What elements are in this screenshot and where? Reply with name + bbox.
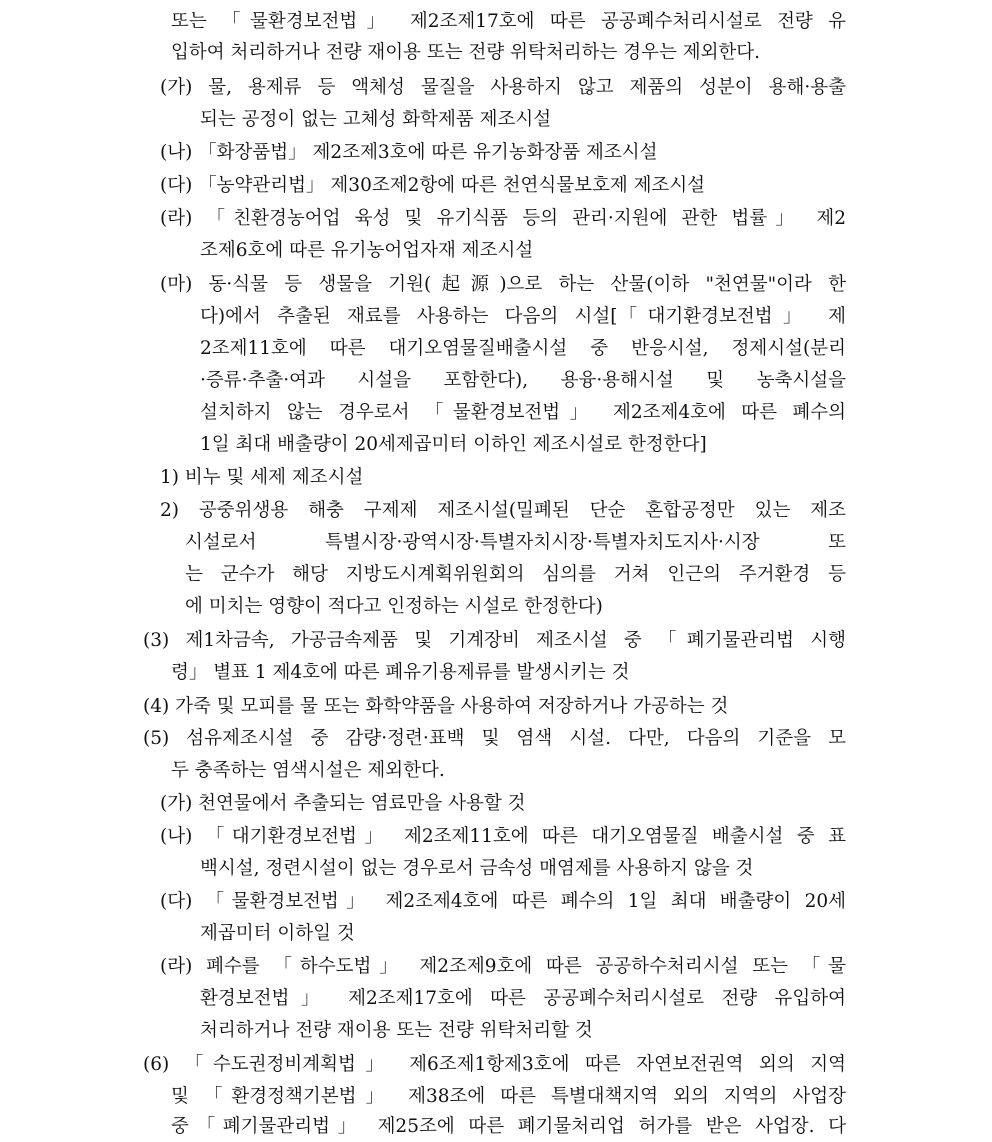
text-line: 다)에서 추출된 재료를 사용하는 다음의 시설[「대기환경보전법」 제 bbox=[200, 306, 846, 327]
text-line: (라) 폐수를 「하수도법」 제2조제9호에 따른 공공하수처리시설 또는 「물 bbox=[160, 956, 846, 977]
text-line: 및 「환경정책기본법」 제38조에 따른 특별대책지역 외의 지역의 사업장 bbox=[171, 1086, 846, 1107]
text-line: (다) 「농약관리법」 제30조제2항에 따른 천연식물보호제 제조시설 bbox=[160, 175, 706, 196]
text-line: ·증류·추출·여과 시설을 포함한다), 용융·용해시설 및 농축시설을 bbox=[200, 370, 846, 391]
text-line: 에 미치는 영향이 적다고 인정하는 시설로 한정한다) bbox=[185, 596, 603, 617]
text-line: 처리하거나 전량 재이용 또는 전량 위탁처리할 것 bbox=[200, 1020, 593, 1041]
text-line: (나) 「대기환경보전법」 제2조제11호에 따른 대기오염물질 배출시설 중 표 bbox=[160, 826, 846, 847]
text-line: (가) 물, 용제류 등 액체성 물질을 사용하지 않고 제품의 성분이 용해·용출 bbox=[160, 77, 846, 98]
text-line: (4) 가죽 및 모피를 물 또는 화학약품을 사용하여 저장하거나 가공하는 것 bbox=[143, 696, 729, 717]
text-line: 백시설, 정련시설이 없는 경우로서 금속성 매염제를 사용하지 않을 것 bbox=[200, 858, 754, 879]
text-line: 중「폐기물관리법」 제25조에 따른 폐기물처리업 허가를 받은 사업장. 다 bbox=[171, 1116, 846, 1137]
text-line: 제곱미터 이하일 것 bbox=[200, 923, 355, 944]
text-line: 령」 별표 1 제4호에 따른 폐유기용제류를 발생시키는 것 bbox=[171, 662, 630, 683]
text-line: 는 군수가 해당 지방도시계획위원회의 심의를 거쳐 인근의 주거환경 등 bbox=[185, 564, 846, 585]
text-line: 입하여 처리하거나 전량 재이용 또는 전량 위탁처리하는 경우는 제외한다. bbox=[171, 42, 761, 63]
text-line: 또는 「물환경보전법」 제2조제17호에 따른 공공폐수처리시설로 전량 유 bbox=[171, 11, 846, 32]
text-line: (6) 「수도권정비계획법」 제6조제1항제3호에 따른 자연보전권역 외의 지역 bbox=[143, 1054, 846, 1075]
text-line: 두 충족하는 염색시설은 제외한다. bbox=[171, 760, 445, 781]
text-line: 시설로서 특별시장·광역시장·특별자치시장·특별자치도지사·시장 또 bbox=[185, 532, 846, 553]
text-line: (나) 「화장품법」 제2조제3호에 따른 유기농화장품 제조시설 bbox=[160, 142, 658, 163]
text-line: 되는 공정이 없는 고체성 화학제품 제조시설 bbox=[200, 109, 552, 130]
text-line: (마) 동·식물 등 생물을 기원(起源)으로 하는 산물(이하 "천연물"이라 한 bbox=[160, 274, 846, 295]
text-line: 설치하지 않는 경우로서 「물환경보전법」 제2조제4호에 따른 폐수의 bbox=[200, 402, 846, 423]
text-line: (가) 천연물에서 추출되는 염료만을 사용할 것 bbox=[160, 793, 526, 814]
text-line: 환경보전법」 제2조제17호에 따른 공공폐수처리시설로 전량 유입하여 bbox=[200, 988, 846, 1009]
text-line: 2) 공중위생용 해충 구제제 제조시설(밀폐된 단순 혼합공정만 있는 제조 bbox=[160, 500, 846, 521]
text-line: 2조제11호에 따른 대기오염물질배출시설 중 반응시설, 정제시설(분리 bbox=[200, 338, 846, 359]
text-line: 1일 최대 배출량이 20세제곱미터 이하인 제조시설로 한정한다] bbox=[200, 434, 707, 455]
text-line: (다) 「물환경보전법」 제2조제4호에 따른 폐수의 1일 최대 배출량이 20세 bbox=[160, 891, 846, 912]
text-line: (라) 「친환경농어업 육성 및 유기식품 등의 관리·지원에 관한 법률」 제2 bbox=[160, 208, 846, 229]
text-line: 조제6호에 따른 유기농어업자재 제조시설 bbox=[200, 240, 534, 261]
text-line: 1) 비누 및 세제 제조시설 bbox=[160, 467, 364, 488]
text-line: (5) 섬유제조시설 중 감량·정련·표백 및 염색 시설. 다만, 다음의 기준을 모 bbox=[143, 728, 846, 749]
text-line: (3) 제1차금속, 가공금속제품 및 기계장비 제조시설 중 「폐기물관리법 시행 bbox=[143, 630, 846, 651]
